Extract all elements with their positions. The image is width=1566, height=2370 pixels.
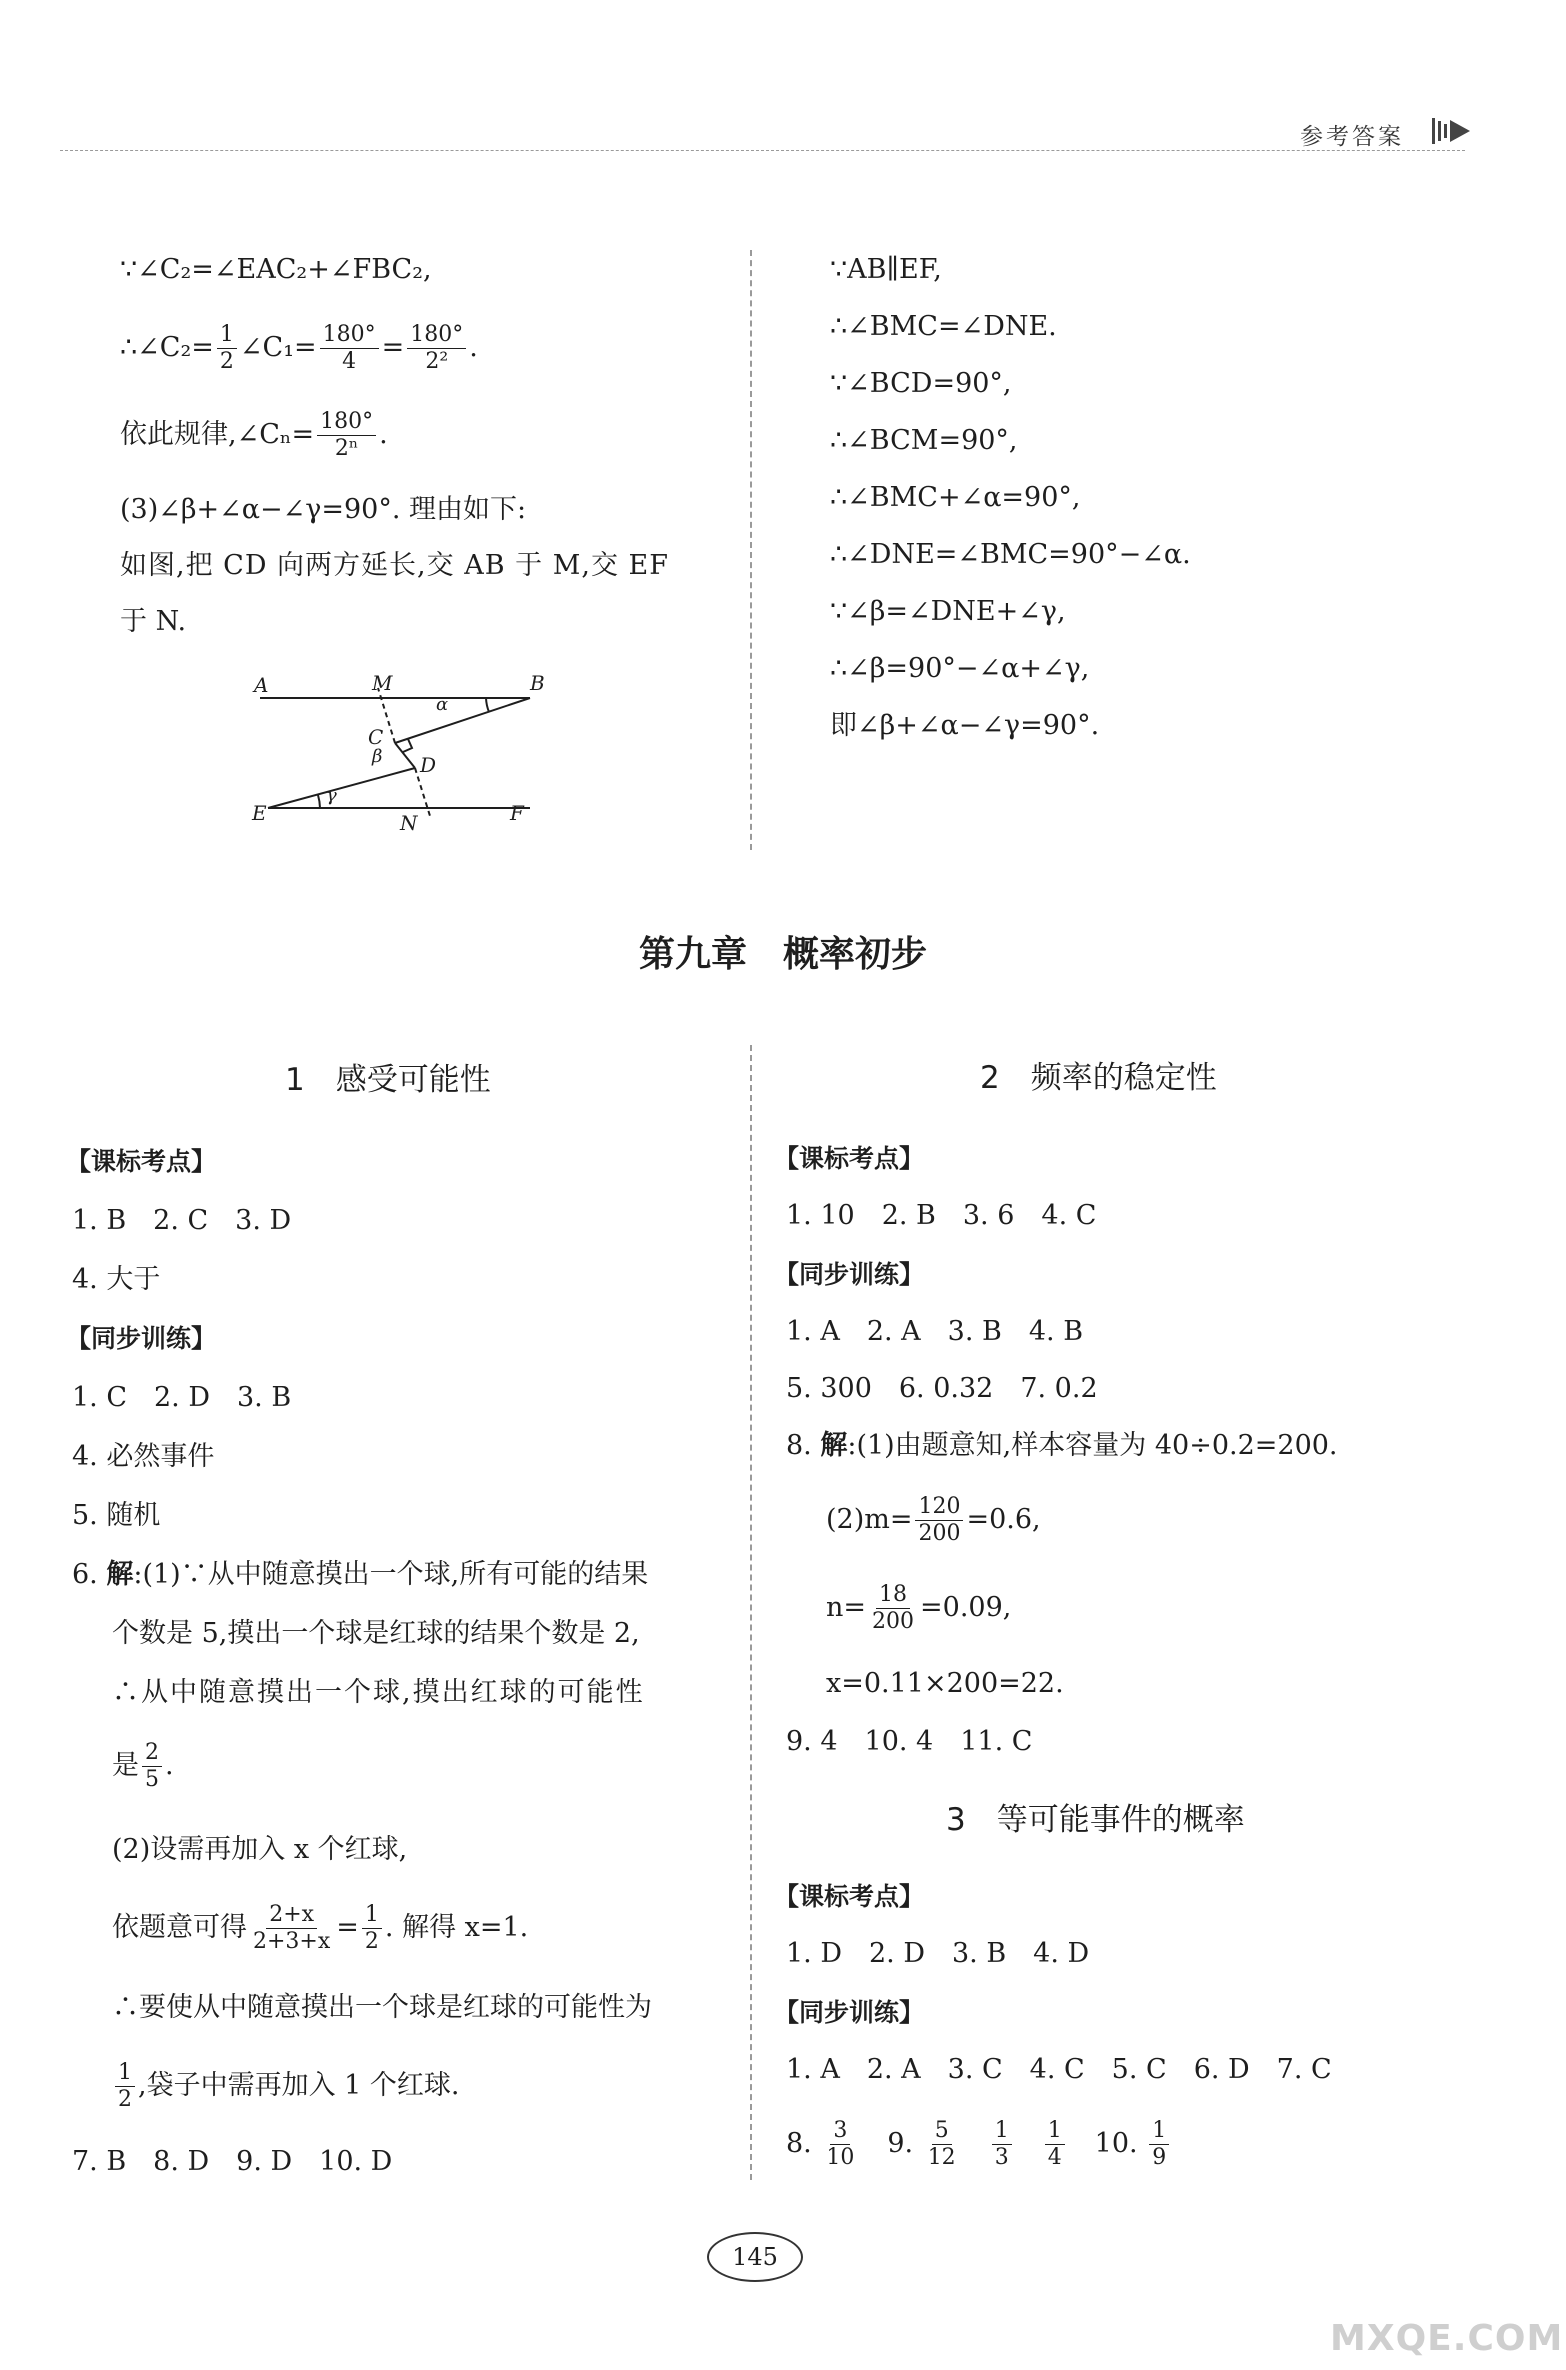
tr-line-7: ∵∠β=∠DNE+∠γ, (830, 596, 1066, 627)
tr-line-9: 即∠β+∠α−∠γ=90°. (830, 710, 1100, 741)
fraction: $\frac{2}{5}$ (142, 1740, 162, 1793)
s2-last: 9. 4 10. 4 11. C (786, 1726, 1033, 1757)
section-1-tag-tongbu: 【同步训练】 (66, 1324, 217, 1353)
section-1-title: 1 感受可能性 (285, 1062, 491, 1098)
label-N: N (400, 811, 418, 835)
label-E: E (252, 801, 267, 825)
fraction: $\frac{1}{2}$ (362, 1902, 382, 1955)
tr-line-1: ∵AB∥EF, (830, 254, 942, 285)
fraction: $\frac{180^\circ}{\text{2ⁿ}}$ (317, 409, 376, 462)
tl-line-4: (3)∠β+∠α−∠γ=90°. 理由如下: (120, 494, 527, 525)
s1-q6-line-7: ∴要使从中随意摸出一个球是红球的可能性为 (112, 1992, 652, 2023)
header-arrow-icon (1430, 114, 1476, 148)
fraction: $\frac{180^\circ}{4}$ (320, 322, 379, 375)
tl-line-2: ∴∠C₂= $\frac{1}{2}$ ∠C₁= $\frac{180^\circ}{4}$ = $\frac{180^\circ}{\text{2²}}$ . (120, 322, 478, 374)
tr-line-6: ∴∠DNE=∠BMC=90°−∠α. (830, 539, 1191, 570)
header-rule (60, 150, 1465, 151)
column-divider-bottom (750, 1045, 752, 2180)
s3-answers-1: 1. D 2. D 3. B 4. D (786, 1938, 1090, 1969)
fraction: $\frac{1}{2}$ (217, 322, 237, 375)
s1-q6-line-4: 是 $\frac{2}{5}$ . (112, 1740, 174, 1792)
section-3-tag-kebiao: 【课标考点】 (774, 1882, 925, 1911)
fraction: $\frac{1}{9}$ (1149, 2118, 1169, 2171)
s1-train-1: 1. C 2. D 3. B (72, 1382, 292, 1413)
s3-train-2: 8. $\frac{3}{10}$ 9. $\frac{5}{12}$ $\frac{1}{3}$ $\frac{1}{4}$ 10. $\frac{1}{9}$ (786, 2114, 1172, 2174)
page-number: 145 (732, 2243, 778, 2271)
label-M: M (372, 671, 393, 695)
label-D: D (420, 753, 437, 777)
s1-train-2: 4. 必然事件 (72, 1441, 215, 1472)
fraction: $\frac{1}{3}$ (992, 2118, 1012, 2171)
s1-train-3: 5. 随机 (72, 1500, 161, 1531)
label-C: C (368, 725, 384, 749)
tl-line-3: 依此规律,∠Cₙ= $\frac{180^\circ}{\text{2ⁿ}}$ . (120, 409, 388, 461)
s2-q8-line-4: x=0.11×200=22. (826, 1668, 1064, 1699)
fraction: $\frac{1}{2}$ (115, 2060, 135, 2113)
geometry-figure (240, 668, 550, 838)
s3-train-1: 1. A 2. A 3. C 4. C 5. C 6. D 7. C (786, 2054, 1332, 2085)
fraction: $\frac{2+x}{2+3+x}$ (253, 1902, 331, 1954)
s1-q6-line-6: 依题意可得 $\frac{2+x}{2+3+x}$ = $\frac{1}{2}$ . 解得 x=1. (112, 1902, 529, 1954)
s2-q8-line-2: (2)m= $\frac{120}{200}$ =0.6, (826, 1494, 1041, 1546)
tl-line-6: 于 N. (120, 606, 187, 637)
s1-q6-line-2: 个数是 5,摸出一个球是红球的结果个数是 2, (112, 1618, 640, 1649)
section-3-title: 3 等可能事件的概率 (946, 1802, 1245, 1838)
s1-answers-1: 1. B 2. C 3. D (72, 1205, 292, 1236)
fraction: $\frac{3}{10}$ (826, 2118, 855, 2170)
column-divider-top (750, 250, 752, 850)
fraction: $\frac{180^\circ}{\text{2²}}$ (407, 322, 466, 375)
section-2-title: 2 频率的稳定性 (980, 1060, 1217, 1096)
tr-line-2: ∴∠BMC=∠DNE. (830, 311, 1057, 342)
s2-train-1: 1. A 2. A 3. B 4. B (786, 1316, 1084, 1347)
tr-line-4: ∴∠BCM=90°, (830, 425, 1018, 456)
tr-line-3: ∵∠BCD=90°, (830, 368, 1012, 399)
label-beta: β (372, 746, 383, 767)
page-number-badge (707, 2232, 803, 2282)
tr-line-8: ∴∠β=90°−∠α+∠γ, (830, 653, 1090, 684)
tr-line-5: ∴∠BMC+∠α=90°, (830, 482, 1081, 513)
tl-line-5: 如图,把 CD 向两方延长,交 AB 于 M,交 EF (120, 550, 669, 581)
watermark: MXQE.COM (1330, 2318, 1564, 2359)
s2-answers-1: 1. 10 2. B 3. 6 4. C (786, 1200, 1097, 1231)
fraction: $\frac{5}{12}$ (927, 2118, 956, 2170)
tl-line-1: ∵∠C₂=∠EAC₂+∠FBC₂, (120, 254, 432, 285)
label-gamma: γ (326, 785, 337, 806)
s2-q8-line-1: 8. 解:(1)由题意知,样本容量为 40÷0.2=200. (786, 1430, 1338, 1461)
chapter-title: 第九章 概率初步 (638, 933, 927, 975)
s1-last: 7. B 8. D 9. D 10. D (72, 2146, 393, 2177)
section-2-tag-tongbu: 【同步训练】 (774, 1260, 925, 1289)
fraction: $\frac{1}{4}$ (1045, 2118, 1065, 2171)
label-F: F (510, 801, 524, 825)
s1-q6-line-1: 6. 解:(1)∵从中随意摸出一个球,所有可能的结果 (72, 1559, 649, 1590)
label-alpha: α (436, 694, 449, 715)
fraction: $\frac{18}{200}$ (872, 1582, 915, 1634)
s2-train-2: 5. 300 6. 0.32 7. 0.2 (786, 1373, 1098, 1404)
s1-q6-line-3: ∴从中随意摸出一个球,摸出红球的可能性 (112, 1677, 645, 1708)
section-3-tag-tongbu: 【同步训练】 (774, 1998, 925, 2027)
section-2-tag-kebiao: 【课标考点】 (774, 1144, 925, 1173)
s1-answers-2: 4. 大于 (72, 1264, 161, 1295)
fraction: $\frac{120}{200}$ (915, 1494, 963, 1547)
label-B: B (530, 671, 545, 695)
s1-q6-line-8: $\frac{1}{2}$ ,袋子中需再加入 1 个红球. (112, 2056, 460, 2116)
label-A: A (254, 673, 269, 697)
header-label: 参考答案 (1300, 124, 1404, 150)
s2-q8-line-3: n= $\frac{18}{200}$ =0.09, (826, 1582, 1012, 1634)
s1-q6-line-5: (2)设需再加入 x 个红球, (112, 1834, 408, 1865)
section-1-tag-kebiao: 【课标考点】 (66, 1147, 217, 1176)
